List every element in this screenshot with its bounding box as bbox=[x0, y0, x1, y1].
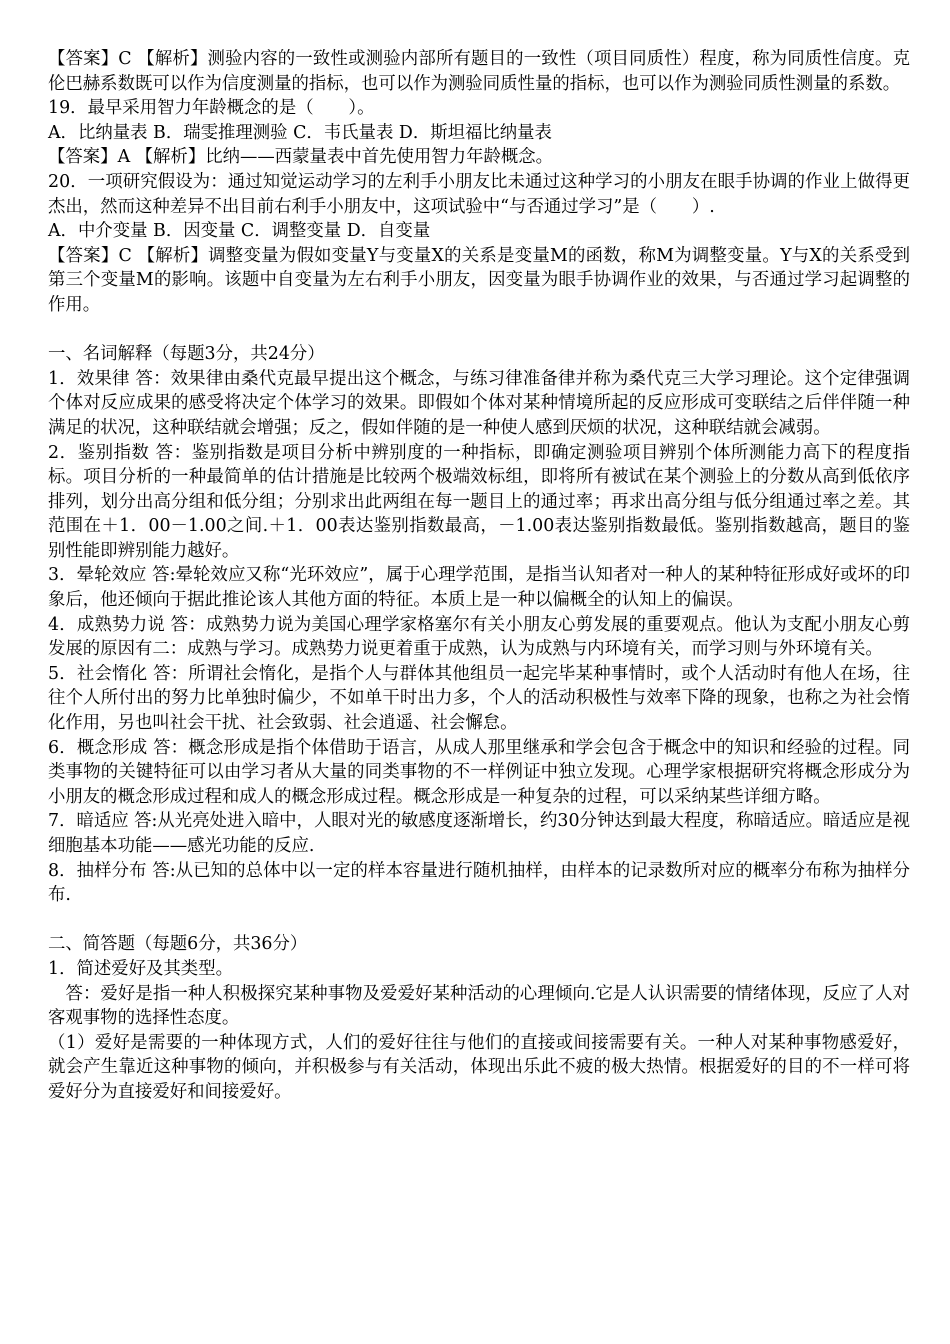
term-5: 5．社会惰化 答：所谓社会惰化，是指个人与群体其他组员一起完毕某种事情时，或个人活动时有他人在场，往往个人所付出的努力比单独时偏少，不如单干时出力多，个人的活动积极性与效率下降的现象，也称之为社会惰化作用，另也叫社会干扰、社会致弱、社会逍遥、社会懈怠。 bbox=[48, 663, 910, 734]
question-20-options: A．中介变量 B．因变量 C．调整变量 D．自变量 bbox=[48, 221, 431, 242]
question-20: 20．一项研究假设为：通过知觉运动学习的左利手小朋友比未通过这种学习的小朋友在眼手协调的作业上做得更杰出，然而这种差异不出目前右利手小朋友中，这项试验中“与否通过学习”是（ ）. bbox=[48, 171, 910, 217]
answer-paragraph-18: 【答案】C 【解析】测验内容的一致性或测验内部所有题目的一致性（项目同质性）程度，称为同质性信度。克伦巴赫系数既可以作为信度测量的指标，也可以作为测验同质性量的指标，也可以作为测验同质性测量的系数。 bbox=[48, 49, 910, 94]
question-19: 19．最早采用智力年龄概念的是（ ）。 bbox=[48, 98, 375, 119]
short-answer-point-1: （1）爱好是需要的一种体现方式，人们的爱好往往与他们的直接或间接需要有关。一种人对某种事物感爱好，就会产生靠近这种事物的倾向，并积极参与有关活动，体现出乐此不疲的极大热情。根据爱好的目的不一样可将爱好分为直接爱好和间接爱好。 bbox=[48, 1032, 910, 1102]
blank-line bbox=[48, 908, 910, 933]
term-1: 1．效果律 答：效果律由桑代克最早提出这个概念，与练习律准备律并称为桑代克三大学习理论。这个定律强调个体对反应成果的感受将决定个体学习的效果。即假如个体对某种情境所起的反应形成可变联结之后伴伴随一种满足的状况，这种联结就会增强；反之，假如伴随的是一种使人感到厌烦的状况，这种联结就会减弱。 bbox=[48, 368, 910, 438]
term-4: 4．成熟势力说 答：成熟势力说为美国心理学家格塞尔有关小朋友心剪发展的重要观点。他认为支配小朋友心剪发展的原因有二：成熟与学习。成熟势力说更着重于成熟，认为成熟与内环境有关，而学习则与外环境有关。 bbox=[48, 614, 910, 660]
answer-paragraph-20: 【答案】C 【解析】调整变量为假如变量Y与变量X的关系是变量M的函数，称M为调整变量。Y与X的关系受到第三个变量M的影响。该题中自变量为左右利手小朋友，因变量为眼手协调作业的效果，与否通过学习起调整的作用。 bbox=[48, 245, 910, 315]
blank-line bbox=[48, 318, 910, 343]
document-page bbox=[48, 47, 910, 1105]
short-answer-response: 答：爱好是指一种人积极探究某种事物及爱爱好某种活动的心理倾向.它是人认识需要的情绪体现，反应了人对客观事物的选择性态度。 bbox=[48, 983, 910, 1029]
short-answer-question-1: 1．简述爱好及其类型。 bbox=[48, 958, 233, 979]
term-2: 2．鉴别指数 答：鉴别指数是项目分析中辨别度的一种指标，即确定测验项目辨别个体所测能力高下的程度指标。项目分析的一种最简单的估计措施是比较两个极端效标组，即将所有被试在某个测验上的分数从高到低依序排列，划分出高分组和低分组；分别求出此两组在每一题目上的通过率；再求出高分组与低分组通过率之差。其范围在＋1．00－1.00之间.＋1．00表达鉴别指数最高，－1.00表达鉴别指数最低。鉴别指数越高，题目的鉴别性能即辨别能力越好。 bbox=[48, 442, 910, 561]
term-7: 7．暗适应 答:从光亮处进入暗中，人眼对光的敏感度逐渐增长，约30分钟达到最大程度，称暗适应。暗适应是视细胞基本功能——感光功能的反应. bbox=[48, 811, 910, 856]
section-heading-short-answer: 二、简答题（每题6分，共36分） bbox=[48, 934, 308, 955]
question-19-options: A．比纳量表 B．瑞雯推理测验 C．韦氏量表 D．斯坦福比纳量表 bbox=[48, 122, 552, 143]
answer-paragraph-19: 【答案】A 【解析】比纳——西蒙量表中首先使用智力年龄概念。 bbox=[48, 147, 554, 168]
section-heading-terms: 一、名词解释（每题3分，共24分） bbox=[48, 344, 325, 365]
term-6: 6．概念形成 答：概念形成是指个体借助于语言，从成人那里继承和学会包含于概念中的知识和经验的过程。同类事物的关键特征可以由学习者从大量的同类事物的不一样例证中独立发现。心理学家根据研究将概念形成分为小朋友的概念形成过程和成人的概念形成过程。概念形成是一种复杂的过程，可以采纳某些详细方略。 bbox=[48, 737, 910, 807]
term-8: 8．抽样分布 答:从已知的总体中以一定的样本容量进行随机抽样，由样本的记录数所对应的概率分布称为抽样分布. bbox=[48, 860, 910, 906]
term-3: 3．晕轮效应 答:晕轮效应又称“光环效应”，属于心理学范围，是指当认知者对一种人的某种特征形成好或坏的印象后，他还倾向于据此推论该人其他方面的特征。本质上是一种以偏概全的认知上的偏误。 bbox=[48, 565, 910, 611]
